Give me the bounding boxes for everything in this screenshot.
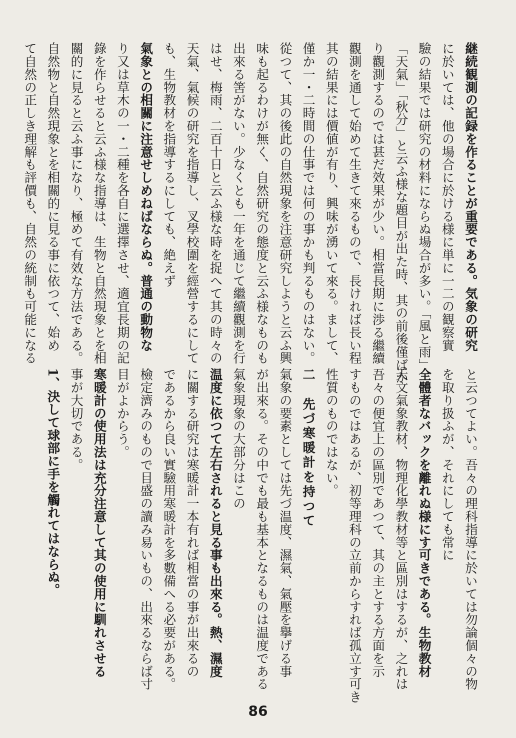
text-line: も、生物教材を指導するにしても、絶えず	[161, 42, 177, 288]
text-line: 寒暖計の使用法は充分注意して其の使用に馴れさせる	[91, 368, 107, 678]
text-line: て自然の正しき理解も評價も、自然の統制も可能になる	[22, 42, 38, 365]
text-line: 觀測を通して始めて生きて來るもので、長ければ長い程	[346, 42, 362, 365]
text-line: り又は草木の一・二種を各自に選擇させ、適宜長期の記	[114, 42, 130, 365]
text-line: であるから良い實驗用寒暖計を多數備へる必要がある。	[161, 368, 177, 691]
text-line: 事が大切である。	[68, 368, 84, 472]
text-line: すものではあるが、初等理科の立前からすれば孤立す可き	[346, 368, 362, 704]
text-line: はせ、梅雨、二百十日と云ふ様な時を捉へて其の時々の	[207, 42, 223, 365]
text-line: に關する研究は寒暖計一本有れば相當の事が出來るの	[184, 368, 200, 678]
text-line: 1、決して球部に手を觸れてはならぬ。	[45, 368, 61, 597]
text-line: 目がよからう。	[114, 368, 130, 459]
text-line: り觀測するのでは甚だ效果が少い。相當長期に渉る繼續	[370, 42, 386, 365]
text-line: 自然物と自然現象とを相關的に見る事に依つて、始め	[45, 42, 61, 352]
text-line: 檢定濟みのもので目盛の讀み易いもの、出來るならば寸	[138, 368, 154, 691]
text-line: 味も起るわけが無く、自然研究の態度と云ふ様なものも	[254, 42, 270, 365]
text-line: 性質のものではない。	[323, 368, 339, 497]
text-line: 從つて、其の後此の自然現象を注意研究しようと云ふ興	[277, 42, 293, 365]
text-line: に於いては、他の場合に於ける様に単に一二の観察實	[439, 42, 455, 352]
text-line: 出來る筈がない。少なくとも一年を通じて繼續觀測を行	[230, 42, 246, 365]
text-line: 天文氣象教材、物理化學教材等と區別はするが、之れは	[393, 368, 409, 691]
text-line: と云つてよい。吾々の理科指導に於いては勿論個々の物	[463, 368, 478, 691]
top-text-column	[18, 42, 482, 384]
section-heading: 二 先づ寒暖計を持つて	[300, 368, 316, 529]
text-line: 継続観測の記録を作ることが重要である。気象の研究	[463, 42, 478, 352]
text-line: 全體者なバックを離れぬ様にす可きである。生物教材	[416, 368, 432, 678]
text-line: 關的に見ると云ふ事になり、極めて有效な方法である。	[68, 42, 84, 365]
text-line: 「天氣」「秋分」と云ふ様な題目が出た時、其の前後僅ばか	[393, 42, 409, 384]
text-line: を取り扱ふが、それにしても常に	[439, 368, 455, 562]
page-number: 86	[248, 704, 268, 720]
text-line: 其の結果には價値が有り、興味が湧いて來る。まして、	[323, 42, 339, 365]
text-line: 吾々の便宜上の區別であつて、其の主とする方面を示	[370, 368, 386, 678]
bottom-text-column	[41, 368, 482, 704]
text-line: 天氣、氣候の研究を指導し、叉學校圍を經營するにして	[184, 42, 200, 365]
text-line: 氣象の要素としては先づ温度、濕氣、氣壓を擧げる事	[277, 368, 293, 678]
text-line: 氣象現象の大部分はこの	[230, 368, 246, 510]
text-line: 僅か一・二時間の仕事では何の事かも判るものはない。	[300, 42, 316, 365]
text-line: 氣象との相關に注意せしめねばならぬ。普通の動物な	[138, 42, 154, 352]
text-line: 温度に依つて左右されると見る事も出來る。熱、濕度	[207, 368, 223, 678]
text-line: 錄を作らせると云ふ様な指導は、生物と自然現象とを相	[91, 42, 107, 365]
text-line: 驗の結果では研究の材料にならぬ場合が多い。「風と雨」	[416, 42, 432, 372]
text-line: が出來る。その中でも最も基本となるものは温度である	[254, 368, 270, 691]
